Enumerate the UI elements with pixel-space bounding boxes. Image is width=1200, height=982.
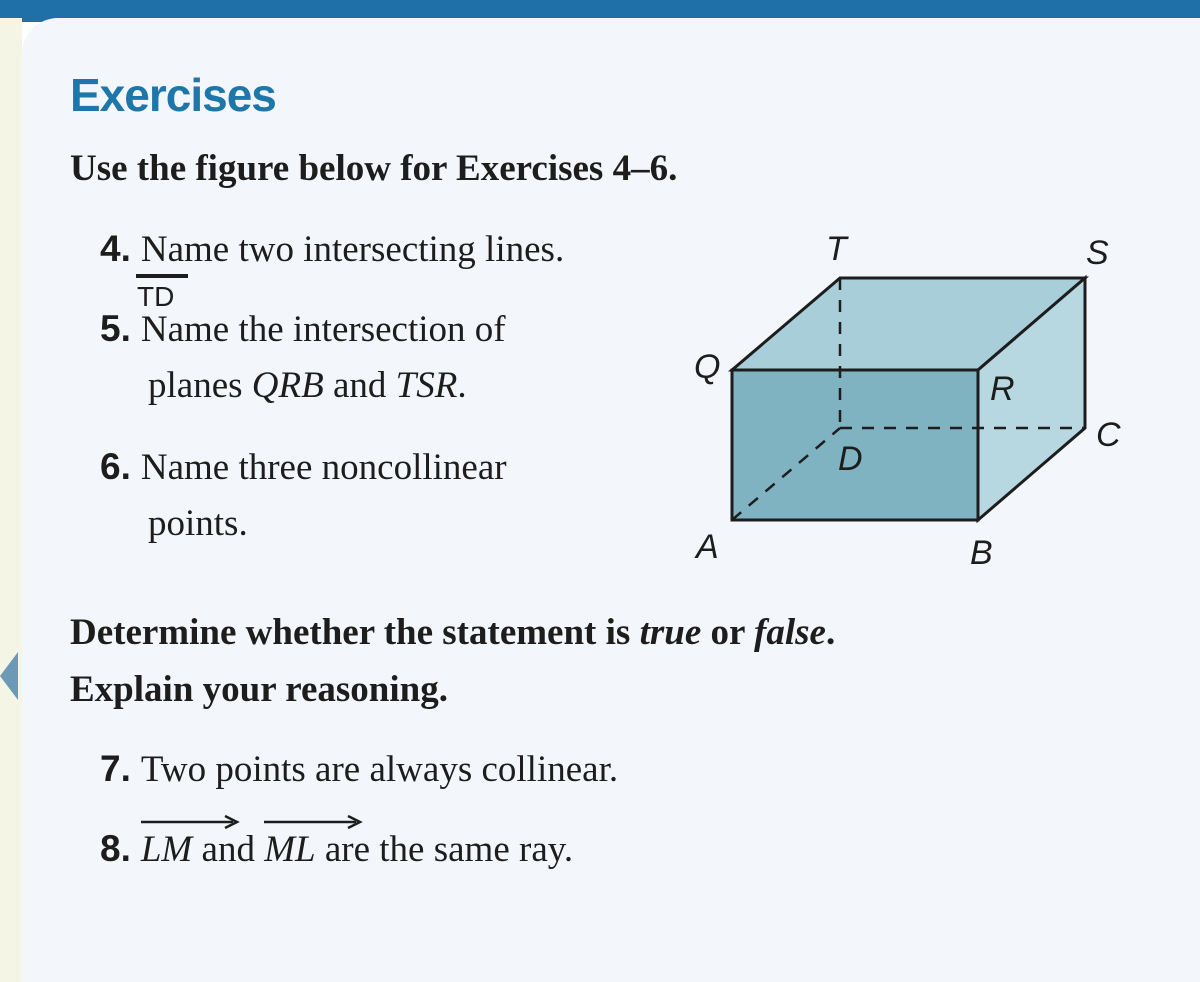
exercise-number: 8. — [100, 828, 131, 869]
ray-ML — [264, 821, 315, 878]
ray-name: LM — [140, 829, 193, 870]
exercise-number: 7. — [100, 748, 131, 789]
text-fragment: . — [457, 365, 467, 406]
page-turn-tab[interactable] — [0, 652, 18, 700]
plane-name: TSR — [395, 365, 458, 406]
exercise-8 — [100, 820, 573, 878]
label-R: R — [990, 370, 1015, 408]
label-C: C — [1096, 416, 1121, 454]
instruction-figure: Use the figure below for Exercises 4–6. — [70, 148, 678, 189]
text-fragment: Determine whether the statement is — [70, 612, 640, 653]
exercise-text: Name the intersection of — [140, 309, 506, 350]
word-true: true — [639, 612, 702, 653]
instruction-explain: Explain your reasoning. — [70, 669, 448, 710]
exercise-5-line2 — [148, 357, 467, 414]
word-false: false — [754, 612, 826, 653]
section-heading: Exercises — [70, 69, 276, 121]
ray-arrow-icon — [264, 815, 364, 829]
text-fragment: planes — [148, 365, 252, 406]
label-S: S — [1086, 234, 1109, 272]
text-fragment: or — [701, 612, 755, 653]
text-fragment: are the same ray. — [315, 829, 574, 870]
exercise-number: 4. — [100, 228, 131, 269]
overline-mark — [136, 274, 188, 278]
exercise-6 — [100, 438, 507, 496]
overlay-answer-label: TD — [137, 281, 175, 312]
label-A: A — [696, 528, 719, 566]
exercise-number: 5. — [100, 308, 131, 349]
instruction-true-false — [70, 604, 835, 661]
box-figure — [660, 220, 1140, 580]
text-fragment: . — [825, 612, 836, 653]
exercise-text: Name two intersecting lines. — [140, 229, 565, 270]
label-B: B — [970, 534, 993, 572]
ray-arrow-icon — [141, 815, 241, 829]
label-Q: Q — [694, 348, 721, 386]
exercise-4 — [100, 220, 564, 278]
exercise-text: Name three noncollinear — [140, 447, 507, 488]
text-fragment: and — [192, 829, 265, 870]
exercise-7 — [100, 740, 618, 798]
plane-name: QRB — [251, 365, 324, 406]
left-margin-strip — [0, 18, 22, 982]
ray-LM — [141, 821, 192, 878]
exercise-6-line2: points. — [148, 503, 248, 544]
exercise-text: Two points are always collinear. — [140, 749, 619, 790]
label-T: T — [826, 230, 847, 268]
exercise-5 — [100, 300, 506, 358]
label-D: D — [838, 440, 863, 478]
text-fragment: and — [323, 365, 396, 406]
ray-name: ML — [264, 829, 316, 870]
exercise-number: 6. — [100, 446, 131, 487]
